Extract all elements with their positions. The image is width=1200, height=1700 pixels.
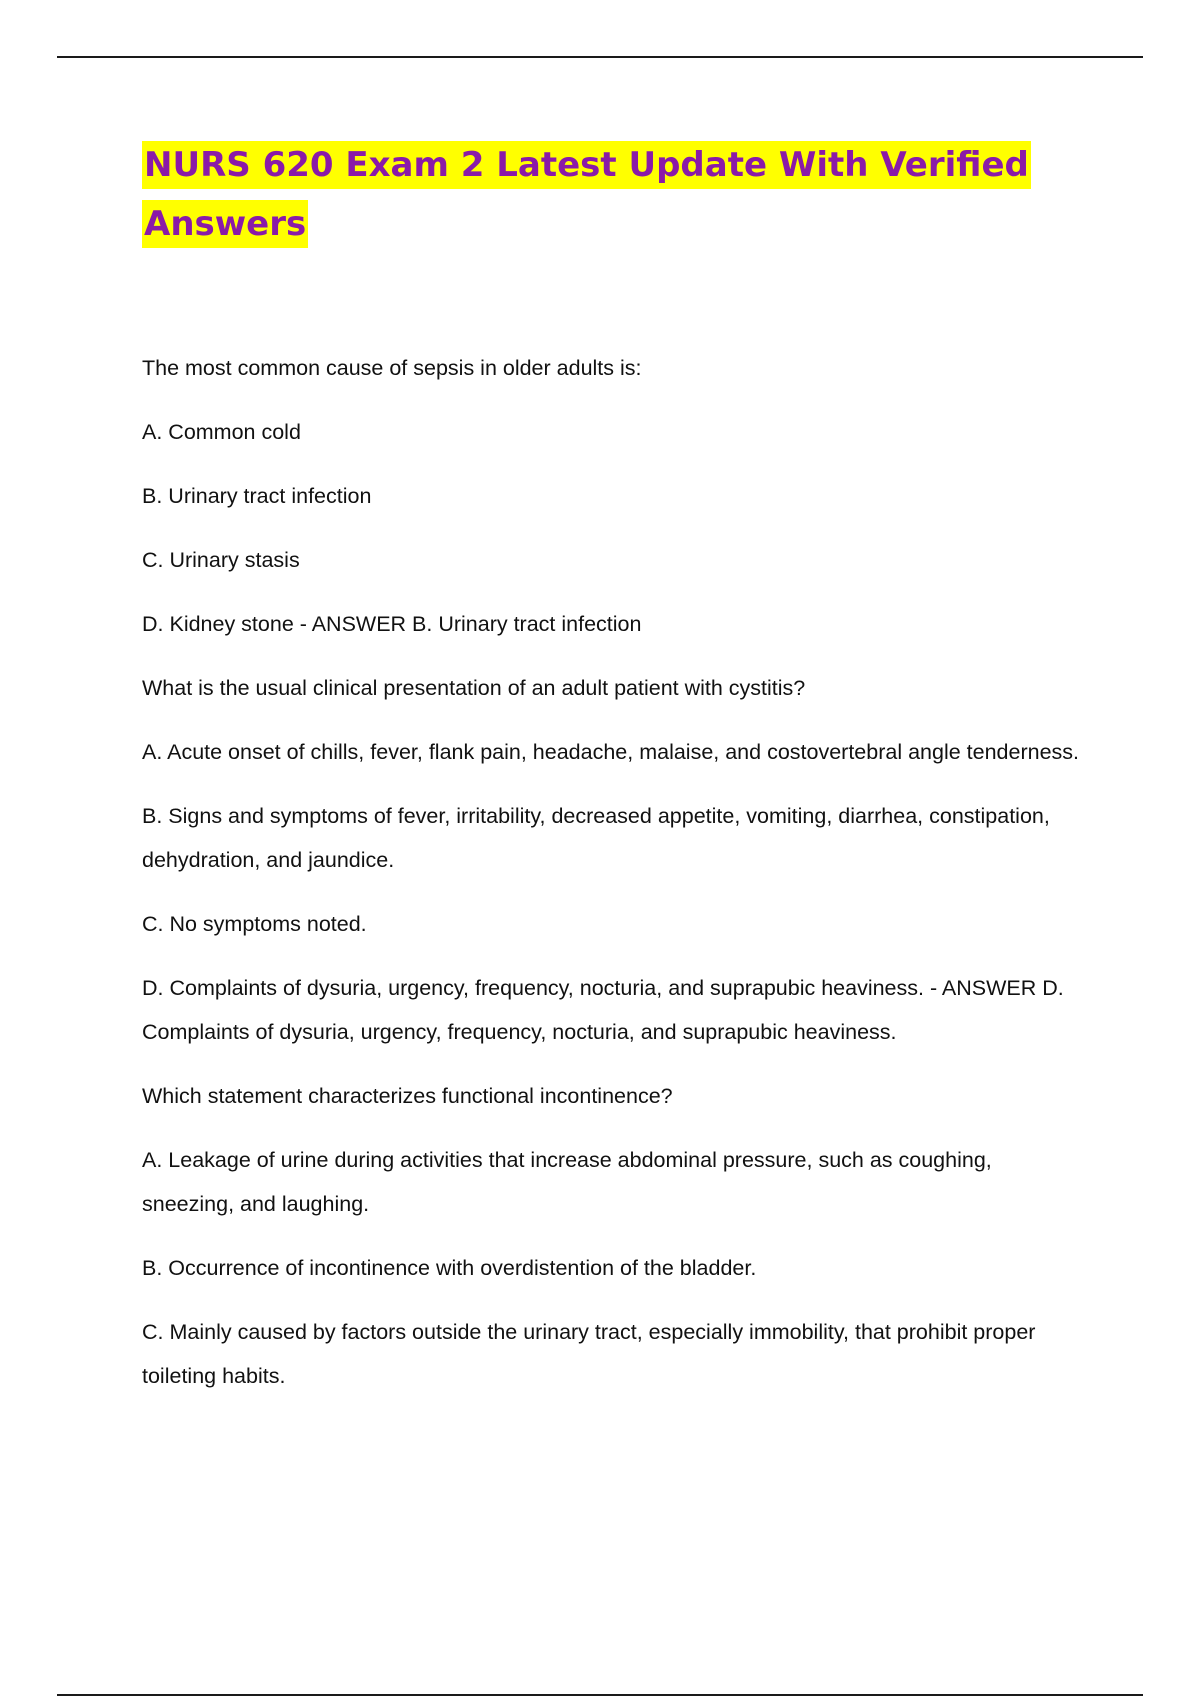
question-2: What is the usual clinical presentation of an adult patient with cystitis? <box>142 676 806 700</box>
question-3: Which statement characterizes functional incontinence? <box>142 1084 673 1108</box>
title-highlight: NURS 620 Exam 2 Latest Update With Verified Answers <box>142 141 1031 248</box>
question-2-option-a: A. Acute onset of chills, fever, flank pain, headache, malaise, and costovertebral angle tenderness. <box>142 740 1080 764</box>
question-1-option-d-answer: D. Kidney stone - ANSWER B. Urinary tract infection <box>142 612 642 636</box>
question-1: The most common cause of sepsis in older adults is: <box>142 356 642 380</box>
document-body <box>142 346 1082 1398</box>
question-3-option-b: B. Occurrence of incontinence with overdistention of the bladder. <box>142 1256 757 1280</box>
question-3-option-a: A. Leakage of urine during activities that increase abdominal pressure, such as coughing, sneezing, and laughing. <box>142 1148 992 1216</box>
question-2-option-d-answer: D. Complaints of dysuria, urgency, frequency, nocturia, and suprapubic heaviness. - ANSWER D. Complaints of dysuria, urgency, frequency, nocturia, and suprapubic heaviness. <box>142 976 1064 1044</box>
document-title <box>142 136 1082 254</box>
question-1-option-b: B. Urinary tract infection <box>142 484 372 508</box>
question-1-option-a: A. Common cold <box>142 420 301 444</box>
question-2-option-b: B. Signs and symptoms of fever, irritability, decreased appetite, vomiting, diarrhea, constipation, dehydration, and jaundice. <box>142 804 1050 872</box>
top-rule <box>57 56 1143 58</box>
question-3-option-c: C. Mainly caused by factors outside the urinary tract, especially immobility, that prohibit proper toileting habits. <box>142 1320 1036 1388</box>
bottom-rule <box>57 1694 1143 1696</box>
question-2-option-c: C. No symptoms noted. <box>142 912 367 936</box>
question-1-option-c: C. Urinary stasis <box>142 548 300 572</box>
